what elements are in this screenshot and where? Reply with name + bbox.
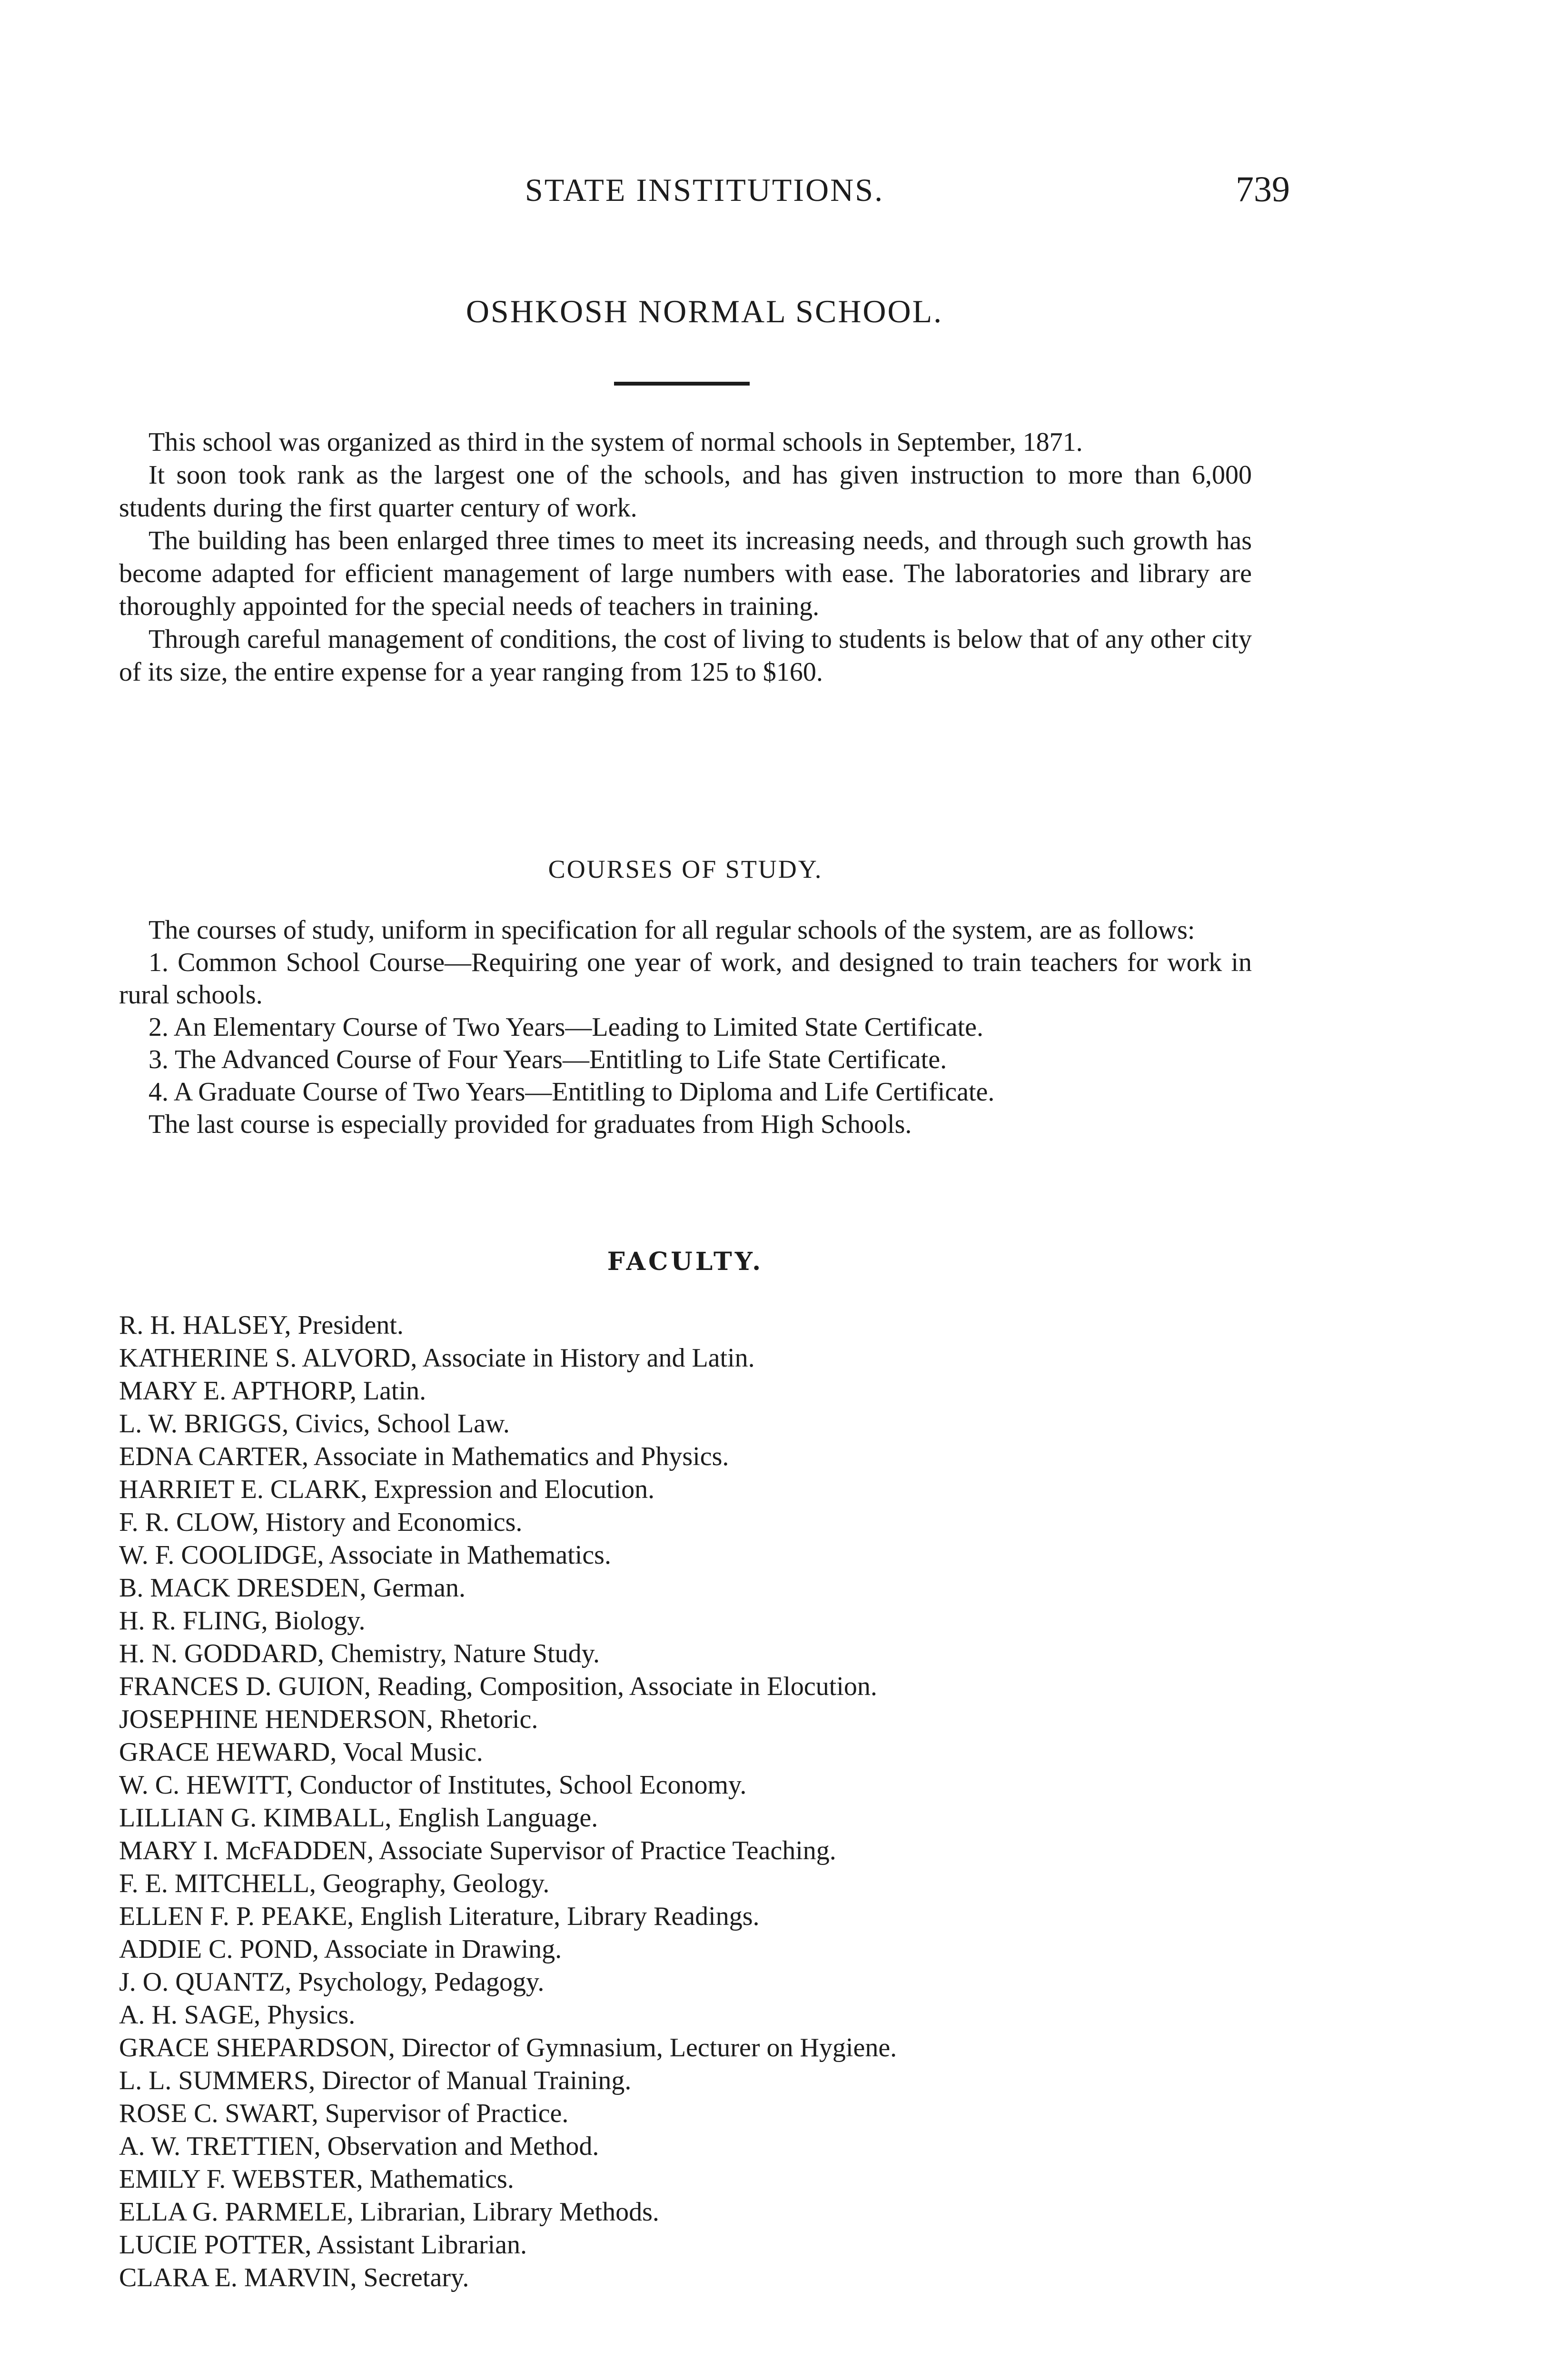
faculty-member: J. O. QUANTZ, Psychology, Pedagogy. — [119, 1967, 545, 1997]
faculty-member: A. W. TRETTIEN, Observation and Method. — [119, 2132, 599, 2161]
faculty-member: W. C. HEWITT, Conductor of Institutes, School Economy. — [119, 1770, 747, 1800]
faculty-member: MARY I. McFADDEN, Associate Supervisor of Practice Teaching. — [119, 1836, 836, 1865]
faculty-member: EDNA CARTER, Associate in Mathematics and Physics. — [119, 1442, 729, 1471]
faculty-heading: FACULTY. — [607, 1247, 764, 1276]
courses-section — [119, 914, 1252, 1140]
faculty-member: F. E. MITCHELL, Geography, Geology. — [119, 1869, 550, 1898]
faculty-member: F. R. CLOW, History and Economics. — [119, 1507, 523, 1537]
faculty-member: CLARA E. MARVIN, Secretary. — [119, 2263, 469, 2292]
intro-section — [119, 426, 1252, 689]
faculty-member: LILLIAN G. KIMBALL, English Language. — [119, 1803, 598, 1833]
course-item: 3. The Advanced Course of Four Years—Entitling to Life State Certificate. — [149, 1045, 947, 1074]
running-head: STATE INSTITUTIONS. — [525, 172, 884, 208]
intro-paragraph: Through careful management of conditions, the cost of living to students is below that of any other city of its size, the entire expense for a year ranging from 125 to $160. — [119, 625, 1252, 687]
faculty-member: ELLEN F. P. PEAKE, English Literature, Library Readings. — [119, 1902, 760, 1931]
faculty-member: GRACE SHEPARDSON, Director of Gymnasium, Lecturer on Hygiene. — [119, 2033, 897, 2063]
faculty-member: ELLA G. PARMELE, Librarian, Library Methods. — [119, 2197, 659, 2227]
page-number: 739 — [1236, 169, 1290, 209]
faculty-member: ADDIE C. POND, Associate in Drawing. — [119, 1934, 562, 1964]
courses-heading: COURSES OF STUDY. — [548, 855, 823, 883]
faculty-member: L. L. SUMMERS, Director of Manual Training. — [119, 2066, 632, 2095]
faculty-member: GRACE HEWARD, Vocal Music. — [119, 1737, 483, 1767]
course-item: 1. Common School Course—Requiring one year of work, and designed to train teachers for work in rural schools. — [119, 948, 1252, 1010]
intro-paragraph: It soon took rank as the largest one of the schools, and has given instruction to more than 6,000 students during the first quarter century of work. — [119, 460, 1252, 523]
faculty-member: JOSEPHINE HENDERSON, Rhetoric. — [119, 1705, 538, 1734]
intro-paragraph: This school was organized as third in the system of normal schools in September, 1871. — [149, 427, 1083, 457]
courses-paragraph: The courses of study, uniform in specification for all regular schools of the system, are as follows: — [149, 915, 1195, 945]
school-title: OSHKOSH NORMAL SCHOOL. — [466, 293, 943, 329]
faculty-member: H. R. FLING, Biology. — [119, 1606, 366, 1636]
faculty-member: KATHERINE S. ALVORD, Associate in History and Latin. — [119, 1343, 755, 1373]
courses-paragraph: The last course is especially provided for graduates from High Schools. — [149, 1110, 912, 1139]
faculty-member: MARY E. APTHORP, Latin. — [119, 1376, 426, 1406]
faculty-list — [119, 1309, 1252, 2294]
faculty-member: B. MACK DRESDEN, German. — [119, 1573, 466, 1603]
faculty-member: L. W. BRIGGS, Civics, School Law. — [119, 1409, 510, 1438]
intro-paragraph: The building has been enlarged three times to meet its increasing needs, and through such growth has become adapted for efficient management of large numbers with ease. The laboratories and library are thoroughly appointed for the special needs of teachers in training. — [119, 526, 1252, 621]
faculty-member: FRANCES D. GUION, Reading, Composition, Associate in Elocution. — [119, 1672, 877, 1701]
faculty-member: R. H. HALSEY, President. — [119, 1310, 404, 1340]
faculty-member: W. F. COOLIDGE, Associate in Mathematics. — [119, 1540, 611, 1570]
faculty-member: A. H. SAGE, Physics. — [119, 2000, 356, 2030]
faculty-member: H. N. GODDARD, Chemistry, Nature Study. — [119, 1639, 600, 1668]
course-item: 2. An Elementary Course of Two Years—Leading to Limited State Certificate. — [149, 1012, 983, 1042]
course-item: 4. A Graduate Course of Two Years—Entitling to Diploma and Life Certificate. — [149, 1077, 995, 1107]
faculty-member: LUCIE POTTER, Assistant Librarian. — [119, 2230, 527, 2260]
faculty-member: EMILY F. WEBSTER, Mathematics. — [119, 2164, 514, 2194]
faculty-member: ROSE C. SWART, Supervisor of Practice. — [119, 2099, 569, 2128]
title-rule — [614, 382, 750, 386]
faculty-member: HARRIET E. CLARK, Expression and Elocution. — [119, 1475, 655, 1504]
